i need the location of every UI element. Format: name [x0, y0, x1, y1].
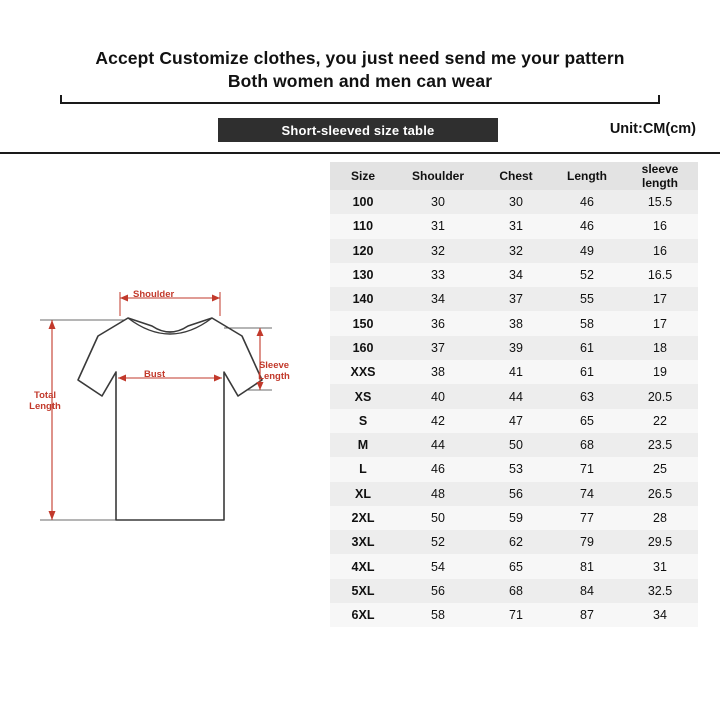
- headline: [60, 47, 660, 93]
- table-row: [330, 190, 698, 214]
- cell-size: 110: [330, 214, 396, 238]
- cell-shoulder: 48: [396, 482, 480, 506]
- shoulder-label: Shoulder: [133, 289, 175, 300]
- cell-chest: 44: [480, 384, 552, 408]
- cell-chest: 62: [480, 530, 552, 554]
- cell-size: 100: [330, 190, 396, 214]
- table-row: [330, 287, 698, 311]
- table-row: [330, 482, 698, 506]
- cell-chest: 50: [480, 433, 552, 457]
- cell-size: 6XL: [330, 603, 396, 627]
- cell-size: 5XL: [330, 579, 396, 603]
- cell-chest: 41: [480, 360, 552, 384]
- cell-shoulder: 34: [396, 287, 480, 311]
- shoulder-arrow-right: [212, 295, 220, 302]
- cell-sleeve-length: 23.5: [622, 433, 698, 457]
- tshirt-diagram: [20, 268, 320, 568]
- cell-chest: 59: [480, 506, 552, 530]
- cell-shoulder: 38: [396, 360, 480, 384]
- cell-shoulder: 54: [396, 554, 480, 578]
- cell-sleeve-length: 17: [622, 287, 698, 311]
- sleeve-arrow-bottom: [257, 382, 264, 390]
- table-row: [330, 603, 698, 627]
- cell-length: 52: [552, 263, 622, 287]
- sleeve-arrow-top: [257, 328, 264, 336]
- cell-shoulder: 50: [396, 506, 480, 530]
- cell-chest: 53: [480, 457, 552, 481]
- cell-shoulder: 37: [396, 336, 480, 360]
- cell-length: 63: [552, 384, 622, 408]
- cell-chest: 32: [480, 239, 552, 263]
- total-length-label-line-2: Length: [29, 401, 61, 412]
- size-table-body: [330, 190, 698, 627]
- cell-sleeve-length: 26.5: [622, 482, 698, 506]
- column-header-shoulder: Shoulder: [396, 162, 480, 190]
- size-table: [330, 162, 698, 627]
- cell-length: 46: [552, 190, 622, 214]
- column-header-sleeve-length: sleeve length: [622, 162, 698, 190]
- sleeve-length-label-line-1: Sleeve: [258, 360, 290, 371]
- cell-chest: 47: [480, 409, 552, 433]
- size-table-banner: [218, 118, 498, 142]
- cell-chest: 31: [480, 214, 552, 238]
- cell-length: 68: [552, 433, 622, 457]
- section-divider: [0, 152, 720, 154]
- sleeve-length-label-line-2: Length: [258, 371, 290, 382]
- size-table-container: [330, 162, 698, 627]
- cell-shoulder: 42: [396, 409, 480, 433]
- cell-sleeve-length: 17: [622, 311, 698, 335]
- cell-chest: 71: [480, 603, 552, 627]
- cell-length: 77: [552, 506, 622, 530]
- cell-sleeve-length: 34: [622, 603, 698, 627]
- sleeve-length-label: [253, 360, 295, 382]
- table-row: [330, 506, 698, 530]
- cell-sleeve-length: 18: [622, 336, 698, 360]
- bust-label: Bust: [144, 369, 166, 380]
- cell-size: XL: [330, 482, 396, 506]
- total-length-label: [23, 390, 67, 412]
- unit-label: Unit:CM(cm): [609, 121, 696, 137]
- cell-size: XS: [330, 384, 396, 408]
- cell-length: 61: [552, 336, 622, 360]
- table-row: [330, 311, 698, 335]
- cell-size: 140: [330, 287, 396, 311]
- cell-length: 74: [552, 482, 622, 506]
- cell-shoulder: 32: [396, 239, 480, 263]
- cell-length: 79: [552, 530, 622, 554]
- cell-size: 120: [330, 239, 396, 263]
- cell-shoulder: 31: [396, 214, 480, 238]
- cell-sleeve-length: 22: [622, 409, 698, 433]
- table-row: [330, 457, 698, 481]
- cell-shoulder: 30: [396, 190, 480, 214]
- cell-length: 65: [552, 409, 622, 433]
- table-header-row: [330, 162, 698, 190]
- table-row: [330, 433, 698, 457]
- table-row: [330, 579, 698, 603]
- table-row: [330, 360, 698, 384]
- table-row: [330, 239, 698, 263]
- column-header-length: Length: [552, 162, 622, 190]
- cell-shoulder: 52: [396, 530, 480, 554]
- cell-sleeve-length: 16.5: [622, 263, 698, 287]
- cell-chest: 34: [480, 263, 552, 287]
- size-table-banner-label: Short-sleeved size table: [281, 122, 435, 138]
- cell-sleeve-length: 29.5: [622, 530, 698, 554]
- cell-sleeve-length: 16: [622, 239, 698, 263]
- column-header-size: Size: [330, 162, 396, 190]
- cell-sleeve-length: 32.5: [622, 579, 698, 603]
- total-arrow-bottom: [49, 511, 56, 520]
- tshirt-illustration: [20, 268, 320, 568]
- shirt-outline: [78, 318, 262, 520]
- cell-length: 49: [552, 239, 622, 263]
- table-row: [330, 554, 698, 578]
- cell-shoulder: 40: [396, 384, 480, 408]
- cell-sleeve-length: 28: [622, 506, 698, 530]
- bust-arrow-right: [214, 375, 222, 382]
- cell-size: 130: [330, 263, 396, 287]
- cell-size: 3XL: [330, 530, 396, 554]
- cell-shoulder: 56: [396, 579, 480, 603]
- cell-chest: 56: [480, 482, 552, 506]
- table-row: [330, 384, 698, 408]
- total-length-label-line-1: Total: [34, 390, 56, 401]
- cell-size: 150: [330, 311, 396, 335]
- headline-line-2: Both women and men can wear: [227, 71, 493, 91]
- cell-length: 71: [552, 457, 622, 481]
- cell-sleeve-length: 20.5: [622, 384, 698, 408]
- cell-sleeve-length: 15.5: [622, 190, 698, 214]
- size-table-head: [330, 162, 698, 190]
- cell-length: 58: [552, 311, 622, 335]
- total-arrow-top: [49, 320, 56, 329]
- cell-shoulder: 33: [396, 263, 480, 287]
- cell-shoulder: 46: [396, 457, 480, 481]
- cell-chest: 68: [480, 579, 552, 603]
- cell-size: 4XL: [330, 554, 396, 578]
- column-header-chest: Chest: [480, 162, 552, 190]
- bust-arrow-left: [118, 375, 126, 382]
- cell-length: 46: [552, 214, 622, 238]
- table-row: [330, 214, 698, 238]
- cell-length: 61: [552, 360, 622, 384]
- cell-chest: 39: [480, 336, 552, 360]
- table-row: [330, 409, 698, 433]
- table-row: [330, 336, 698, 360]
- table-row: [330, 263, 698, 287]
- cell-chest: 38: [480, 311, 552, 335]
- headline-line-1: Accept Customize clothes, you just need send me your pattern: [95, 48, 625, 68]
- cell-shoulder: 44: [396, 433, 480, 457]
- cell-size: XXS: [330, 360, 396, 384]
- cell-size: M: [330, 433, 396, 457]
- cell-sleeve-length: 25: [622, 457, 698, 481]
- table-row: [330, 530, 698, 554]
- cell-sleeve-length: 16: [622, 214, 698, 238]
- cell-length: 81: [552, 554, 622, 578]
- cell-size: 160: [330, 336, 396, 360]
- cell-chest: 30: [480, 190, 552, 214]
- cell-shoulder: 36: [396, 311, 480, 335]
- cell-length: 87: [552, 603, 622, 627]
- cell-length: 55: [552, 287, 622, 311]
- cell-length: 84: [552, 579, 622, 603]
- cell-sleeve-length: 31: [622, 554, 698, 578]
- header-divider: [60, 102, 660, 104]
- cell-size: L: [330, 457, 396, 481]
- cell-chest: 65: [480, 554, 552, 578]
- cell-shoulder: 58: [396, 603, 480, 627]
- cell-size: S: [330, 409, 396, 433]
- cell-size: 2XL: [330, 506, 396, 530]
- shoulder-arrow-left: [120, 295, 128, 302]
- cell-sleeve-length: 19: [622, 360, 698, 384]
- cell-chest: 37: [480, 287, 552, 311]
